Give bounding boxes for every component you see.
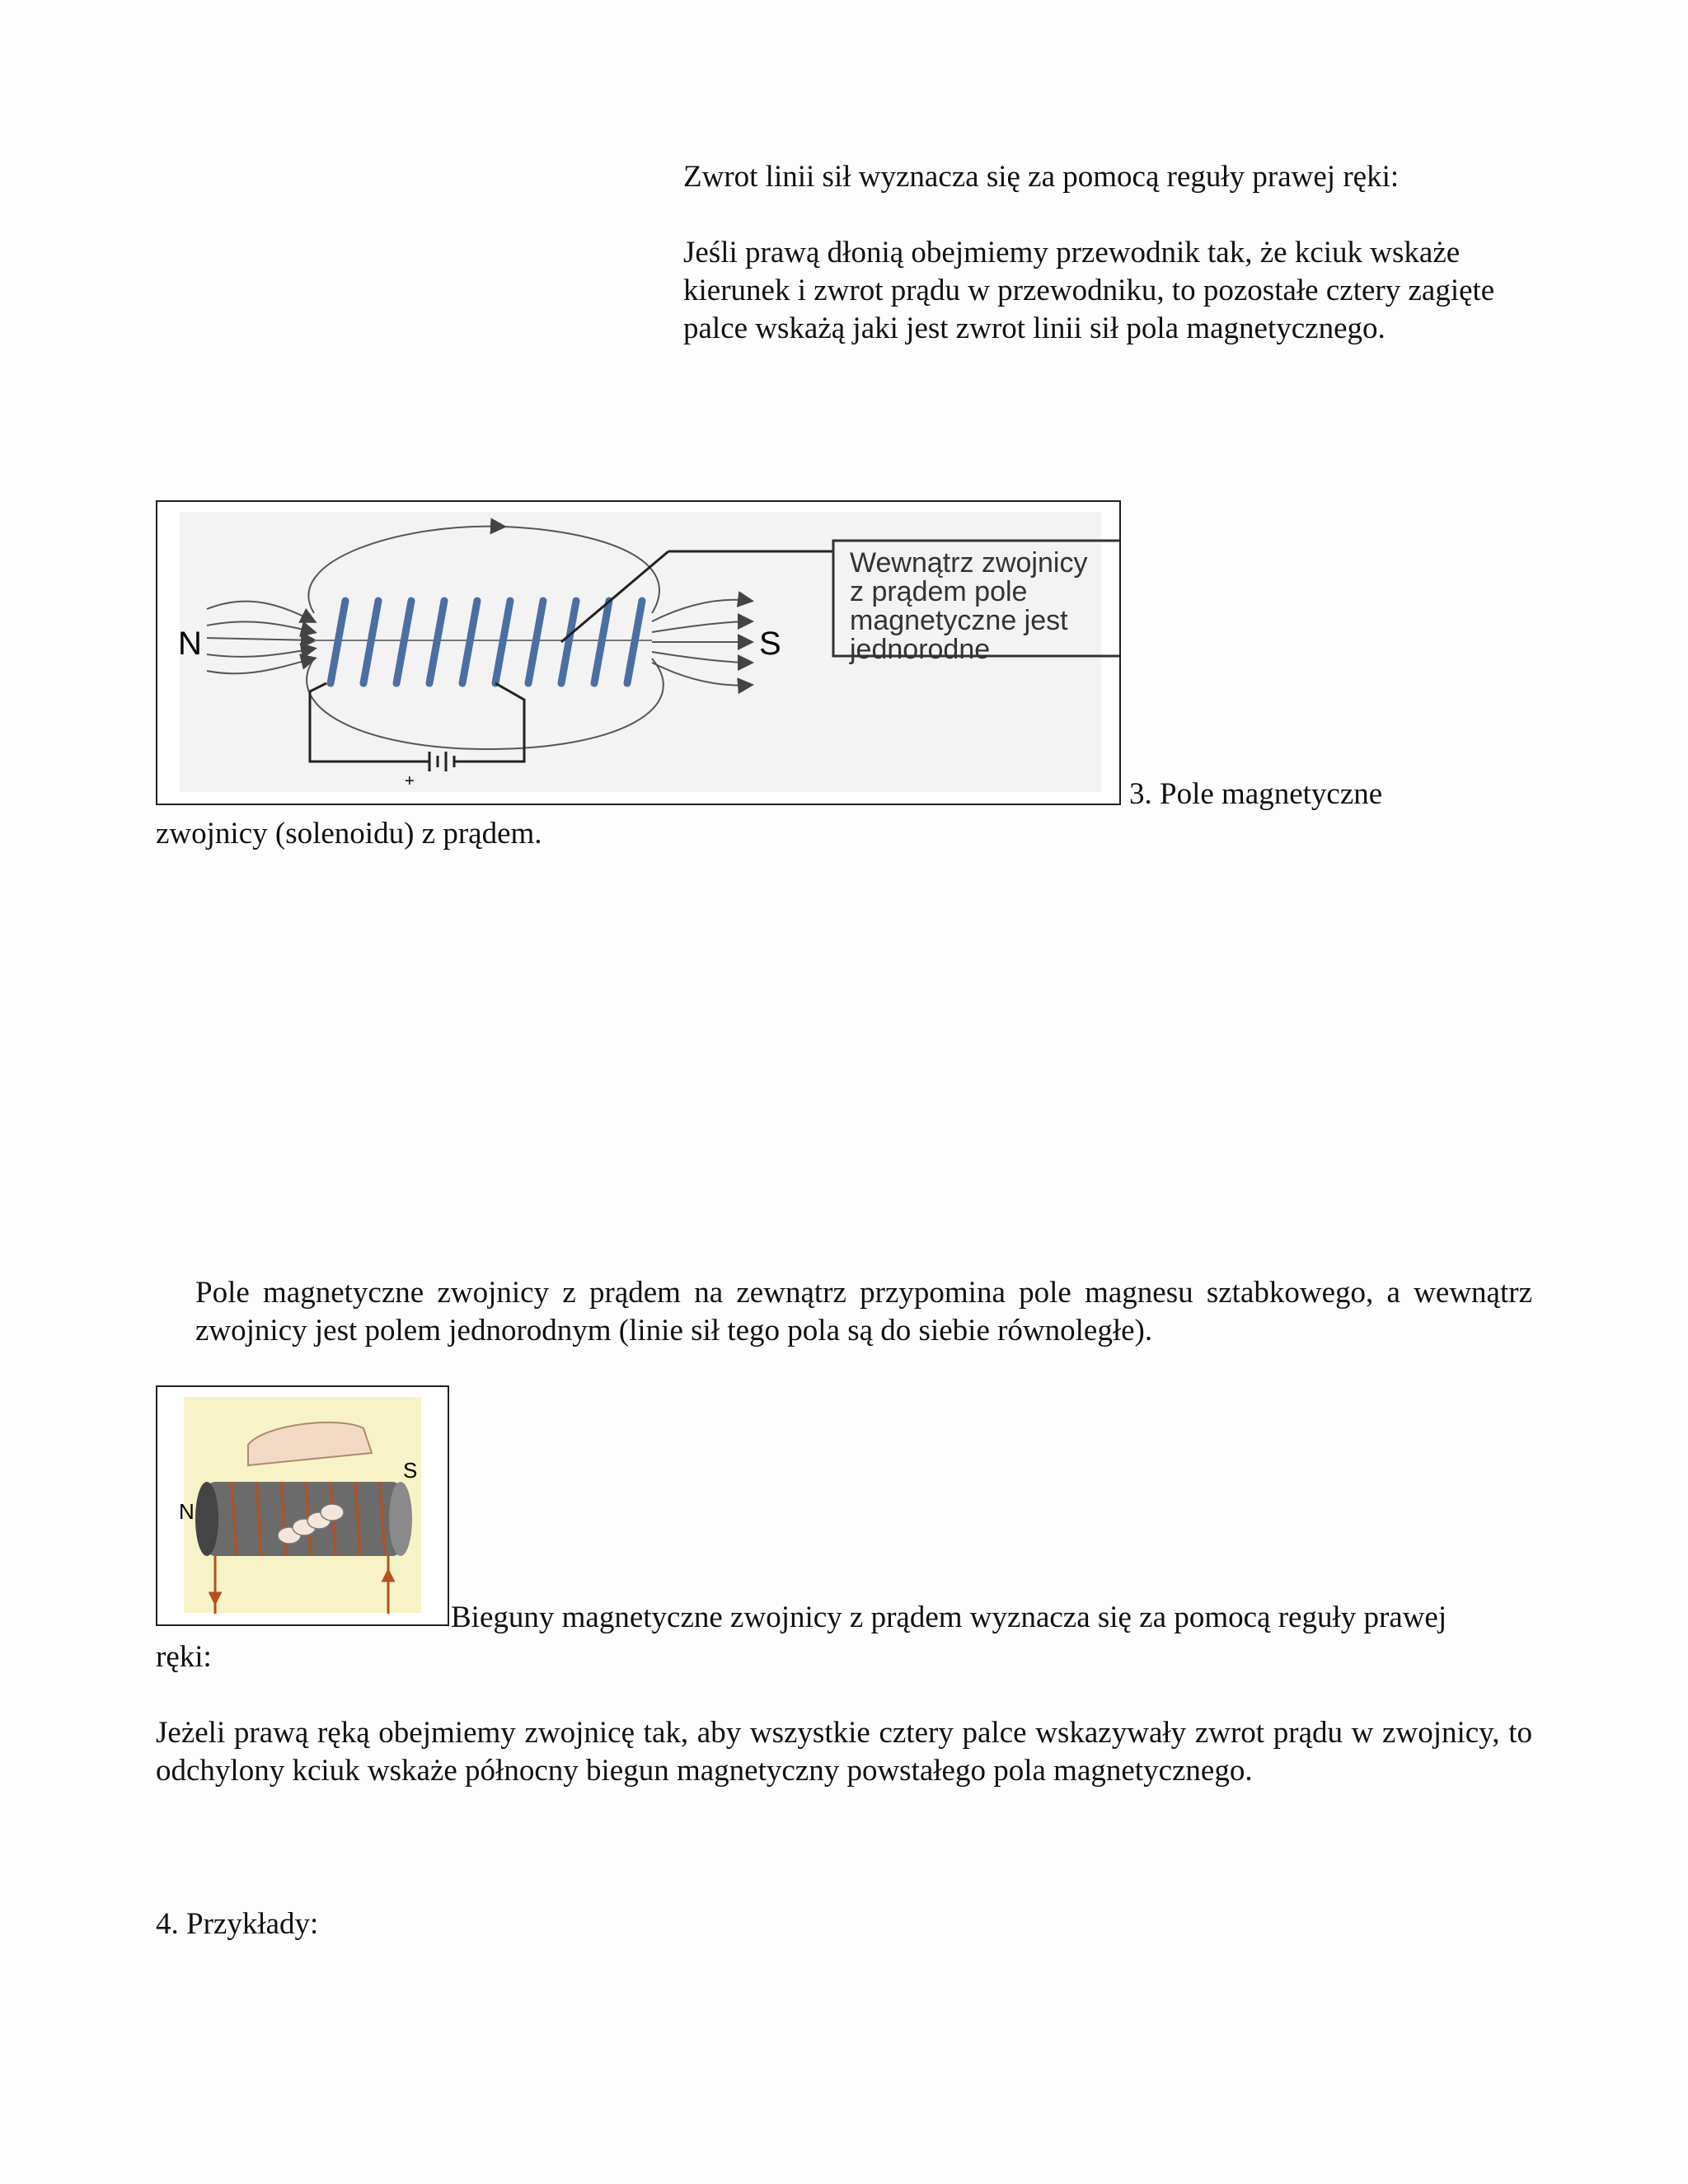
section3-caption-line1: 3. Pole magnetyczne <box>1129 777 1383 811</box>
poles-rule-body: Jeżeli prawą ręką obejmiemy zwojnicę tak, aby wszystkie cztery palce wskazywały zwrot prądu w zwojnicy, to odchylony kciuk wskaże północny biegun magnetyczny powstałego pola magnetycznego. <box>156 1716 1532 1788</box>
callout-text: Wewnątrz zwojnicy z prądem pole magnetyczne jest jednorodne <box>850 547 1088 665</box>
solenoid-description: Pole magnetyczne zwojnicy z prądem na zewnątrz przypomina pole magnesu sztabkowego, a wewnątrz zwojnicy jest polem jednorodnym (linie sił tego pola są do siebie równoległe). <box>195 1276 1532 1347</box>
hand-rule-figure <box>156 1385 449 1626</box>
solenoid-field-figure <box>156 500 1121 805</box>
figure2-pole-n: N <box>179 1499 195 1524</box>
pole-n-label: N <box>178 626 202 662</box>
section3-caption-line2: zwojnicy (solenoidu) z prądem. <box>156 817 542 851</box>
hand-rule-diagram <box>157 1387 448 1624</box>
solenoid-field-diagram <box>157 502 1119 804</box>
figure2-pole-s: S <box>403 1458 418 1483</box>
rule-heading: Zwrot linii sił wyznacza się za pomocą reguły prawej ręki: <box>683 160 1400 194</box>
section4-heading: 4. Przykłady: <box>156 1907 319 1941</box>
poles-rule-line2: ręki: <box>156 1640 212 1674</box>
rule-body: Jeśli prawą dłonią obejmiemy przewodnik tak, że kciuk wskaże kierunek i zwrot prądu w przewodniku, to pozostałe cztery zagięte palce wskażą jaki jest zwrot linii sił pola magnetycznego. <box>683 236 1495 345</box>
pole-s-label: S <box>759 626 781 662</box>
poles-rule-line1: Bieguny magnetyczne zwojnicy z prądem wyznacza się za pomocą reguły prawej <box>451 1601 1447 1634</box>
battery-plus-label: + <box>405 772 415 790</box>
